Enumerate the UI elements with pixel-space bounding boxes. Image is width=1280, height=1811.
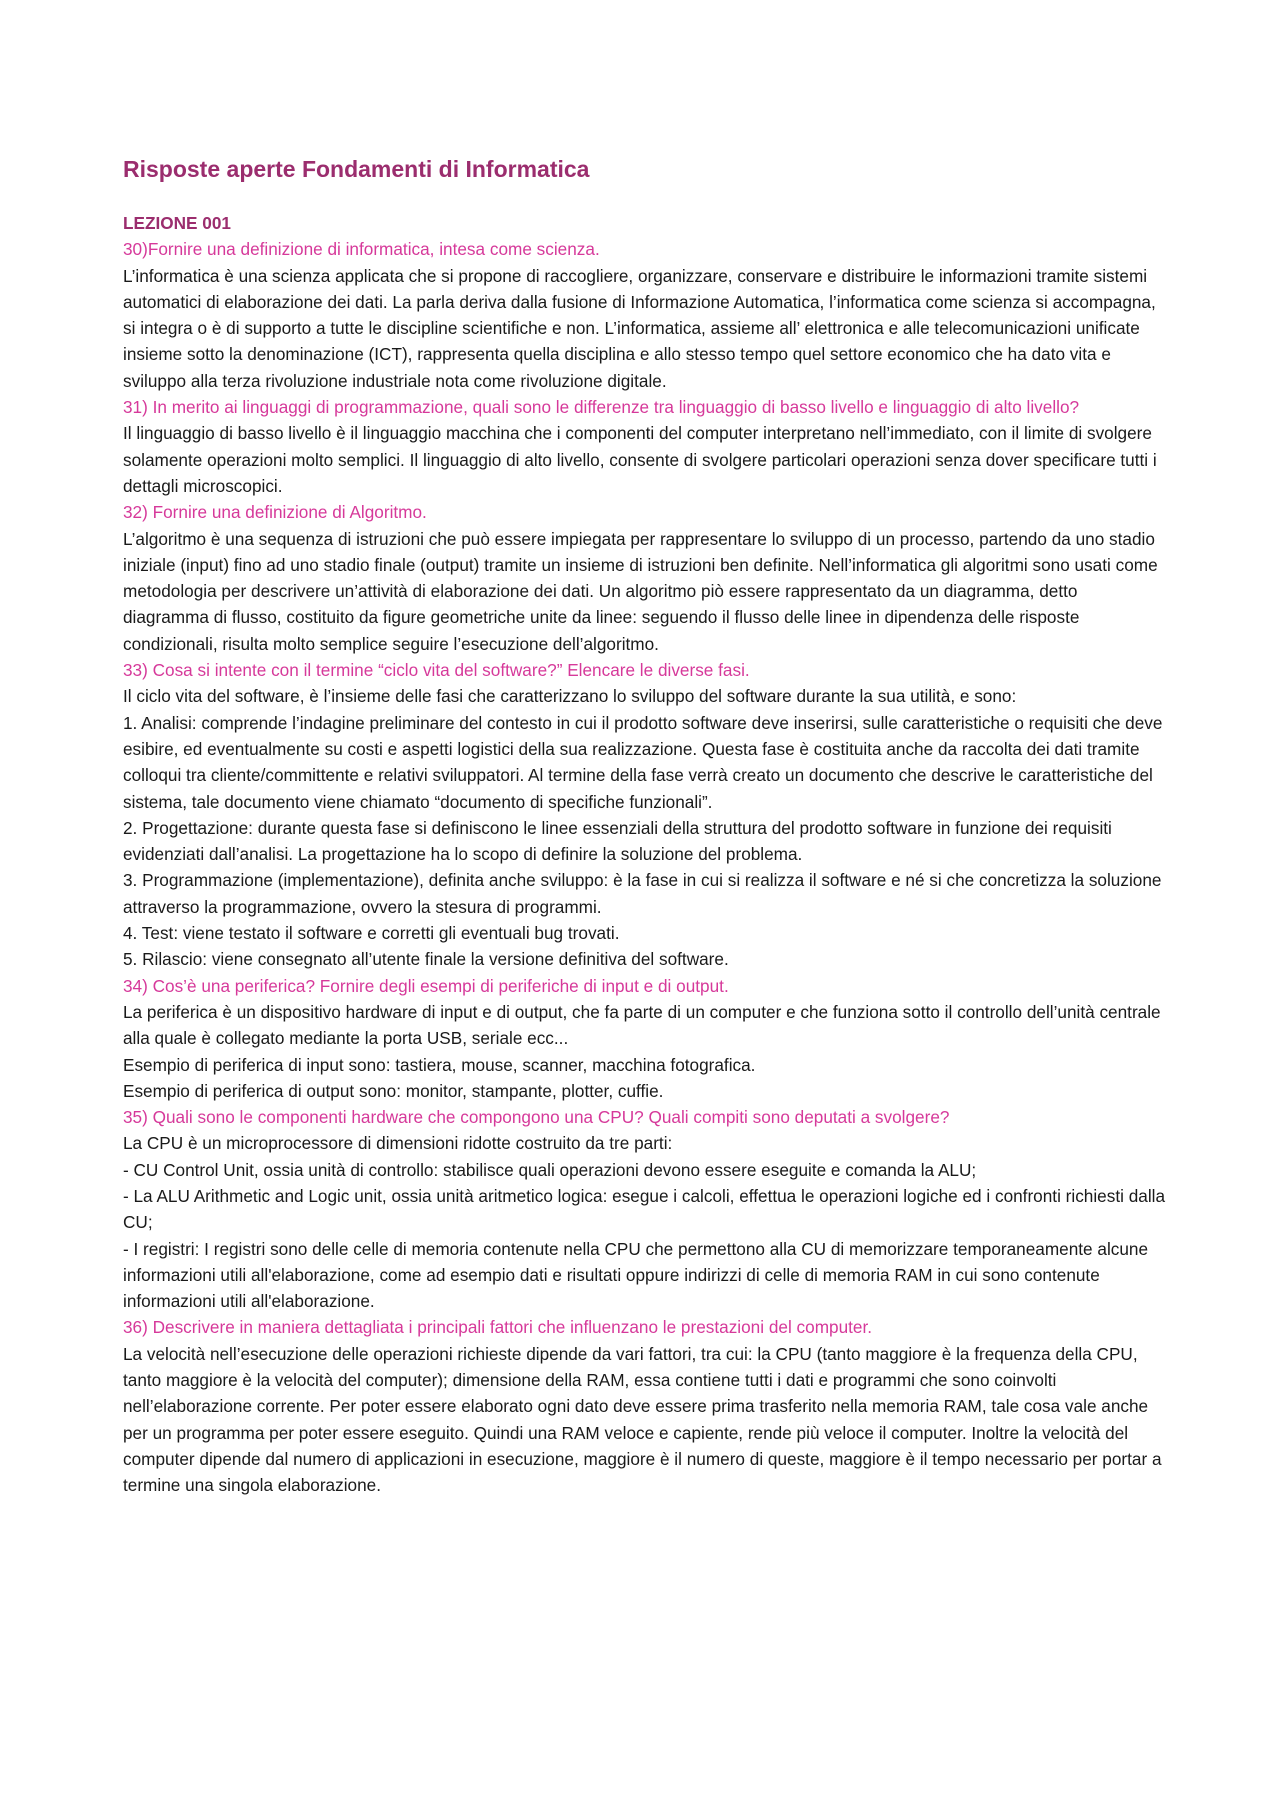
section-30 [123,236,1168,394]
phase-test: 4. Test: viene testato il software e corretti gli eventuali bug trovati. [123,923,620,944]
answer-paragraph: L’algoritmo è una sequenza di istruzioni che può essere impiegata per rappresentare lo sviluppo di un processo, partendo da uno stadio iniziale (input) fino ad uno stadio finale (output) tramite un insieme di istruzioni ben definite. Nell’informatica gli algoritmi sono usati come metodologia per descrivere un’attività di elaborazione dei dati. Un algoritmo piò essere rappresentato da un diagramma, detto diagramma di flusso, costituito da figure geometriche unite da linee: seguendo il flusso delle linee in dipendenza delle risposte condizionali, risulta molto semplice seguire l’esecuzione dell’algoritmo. [123,528,1158,654]
section-36 [123,1314,1168,1498]
answer-paragraph: L’informatica è una scienza applicata che si propone di raccogliere, organizzare, conservare e distribuire le informazioni tramite sistemi automatici di elaborazione dei dati. La parla deriva dalla fusione di Informazione Automatica, l’informatica come scienza si accompagna, si integra o è di supporto a tutte le discipline scientifiche e non. L’informatica, assieme all’ elettronica e alle telecomunicazioni unificate insieme sotto la denominazione (ICT), rappresenta quella disciplina e allo stesso tempo quel settore economico che ha dato vita e sviluppo alla terza rivoluzione industriale nota come rivoluzione digitale. [123,265,1156,391]
phase-analysis: 1. Analisi: comprende l’indagine preliminare del contesto in cui il prodotto software deve inserirsi, sulle caratteristiche o requisiti che deve esibire, ed eventualmente su costi e aspetti logistici della sua realizzazione. Questa fase è costituita anche da raccolta dei dati tramite colloqui tra cliente/committente e relativi sviluppatori. Al termine della fase verrà creato un documento che descrive le caratteristiche del sistema, tale documento viene chiamato “documento di specifiche funzionali”. [123,712,1163,812]
question-35: 35) Quali sono le componenti hardware che compongono una CPU? Quali compiti sono deputati a svolgere? [123,1107,950,1128]
output-examples: Esempio di periferica di output sono: monitor, stampante, plotter, cuffie. [123,1080,664,1101]
question-33: 33) Cosa si intente con il termine “ciclo vita del software?” Elencare le diverse fasi. [123,660,750,681]
section-35 [123,1104,1168,1314]
answer-paragraph: Il ciclo vita del software, è l’insieme delle fasi che caratterizzano lo sviluppo del software durante la sua utilità, e sono: [123,686,1017,707]
phase-design: 2. Progettazione: durante questa fase si definiscono le linee essenziali della struttura del prodotto software in funzione dei requisiti evidenziati dall’analisi. La progettazione ha lo scopo di definire la soluzione del problema. [123,817,1112,865]
question-31: 31) In merito ai linguaggi di programmazione, quali sono le differenze tra linguaggio di basso livello e linguaggio di alto livello? [123,397,1080,418]
document-title: Risposte aperte Fondamenti di Informatica [123,156,590,182]
question-36: 36) Descrivere in maniera dettagliata i principali fattori che influenzano le prestazioni del computer. [123,1317,873,1338]
answer-paragraph: Il linguaggio di basso livello è il linguaggio macchina che i componenti del computer interpretano nell’immediato, con il limite di svolgere solamente operazioni molto semplici. Il linguaggio di alto livello, consente di svolgere particolari operazioni senza dover specificare tutti i dettagli microscopici. [123,423,1157,496]
lesson-heading: LEZIONE 001 [123,213,231,233]
cpu-part-registers: - I registri: I registri sono delle celle di memoria contenute nella CPU che permettono alla CU di memorizzare temporaneamente alcune informazioni utili all'elaborazione, come ad esempio dati e risultati oppure indirizzi di celle di memoria RAM in cui sono contenute informazioni utili all'elaborazione. [123,1238,1149,1312]
question-30: 30)Fornire una definizione di informatica, intesa come scienza. [123,239,600,260]
answer-paragraph: La periferica è un dispositivo hardware di input e di output, che fa parte di un computer e che funziona sotto il controllo dell’unità centrale alla quale è collegato mediante la porta USB, seriale ecc... [123,1001,1161,1049]
question-32: 32) Fornire una definizione di Algoritmo. [123,502,427,523]
phase-release: 5. Rilascio: viene consegnato all’utente finale la versione definitiva del software. [123,949,729,970]
cpu-part-cu: - CU Control Unit, ossia unità di controllo: stabilisce quali operazioni devono essere eseguite e comanda la ALU; [123,1159,977,1180]
question-34: 34) Cos’è una periferica? Fornire degli esempi di periferiche di input e di output. [123,975,729,996]
section-33 [123,657,1168,973]
section-31 [123,394,1168,499]
document-page [123,154,1168,1499]
section-32 [123,499,1168,657]
input-examples: Esempio di periferica di input sono: tastiera, mouse, scanner, macchina fotografica. [123,1054,756,1075]
section-34 [123,973,1168,1104]
phase-programming: 3. Programmazione (implementazione), definita anche sviluppo: è la fase in cui si realizza il software e né si che concretizza la soluzione attraverso la programmazione, ovvero la stesura di programmi. [123,870,1162,917]
answer-paragraph: La CPU è un microprocessore di dimensioni ridotte costruito da tre parti: [123,1133,673,1154]
answer-paragraph: La velocità nell’esecuzione delle operazioni richieste dipende da vari fattori, tra cui: la CPU (tanto maggiore è la frequenza della CPU, tanto maggiore è la velocità del computer); dimensione della RAM, essa contiene tutti i dati e programmi che sono coinvolti nell’elaborazione corrente. Per poter essere elaborato ogni dato deve essere prima trasferito nella memoria RAM, tale cosa vale anche per un programma per poter essere eseguito. Quindi una RAM veloce e capiente, rende più veloce il computer. Inoltre la velocità del computer dipende dal numero di applicazioni in esecuzione, maggiore è il numero di queste, maggiore è il tempo necessario per portar a termine una singola elaborazione. [123,1343,1162,1496]
cpu-part-alu: - La ALU Arithmetic and Logic unit, ossia unità aritmetico logica: esegue i calcoli, effettua le operazioni logiche ed i confronti richiesti dalla CU; [123,1185,1166,1233]
